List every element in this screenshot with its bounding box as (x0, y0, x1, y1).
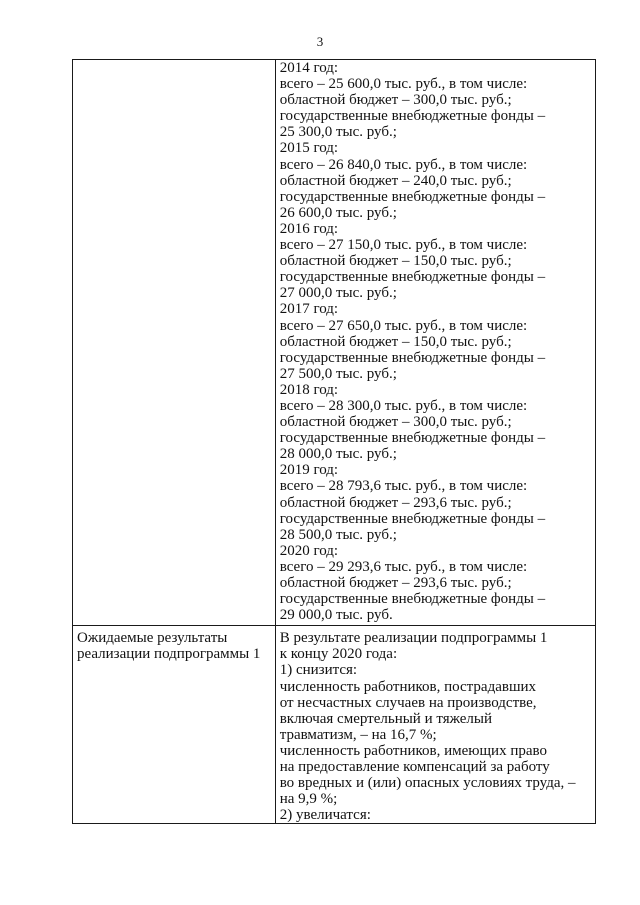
cell-text-line: во вредных и (или) опасных условиях труда, – (279, 775, 576, 792)
cell-text-line: областной бюджет – 150,0 тыс. руб.; (279, 333, 512, 350)
cell-text-line: 27 000,0 тыс. руб.; (279, 285, 397, 302)
cell-text-line: 2) увеличатся: (279, 807, 371, 824)
cell-text-line: на предоставление компенсаций за работу (279, 759, 550, 776)
cell-text-line: областной бюджет – 293,6 тыс. руб.; (279, 575, 512, 591)
cell-text-line: 27 500,0 тыс. руб.; (279, 365, 397, 382)
cell-text-line: 2015 год: (279, 140, 339, 157)
cell-text-line: численность работников, имеющих право (279, 742, 547, 759)
cell-text-line: 2019 год: (279, 462, 339, 479)
table-cell-funding-label (73, 60, 276, 626)
cell-text-line: государственные внебюджетные фонды – (279, 269, 546, 286)
cell-text-line: к концу 2020 года: (279, 646, 398, 663)
cell-text-line: государственные внебюджетные фонды – (279, 108, 546, 125)
cell-text-line: областной бюджет – 240,0 тыс. руб.; (279, 172, 512, 189)
cell-text-line: всего – 27 150,0 тыс. руб., в том числе: (279, 237, 528, 254)
cell-text-line: государственные внебюджетные фонды – (279, 349, 546, 366)
cell-text-line: В результате реализации подпрограммы 1 (279, 630, 548, 647)
cell-text-line: от несчастных случаев на производстве, (279, 694, 537, 711)
cell-text-line: областной бюджет – 300,0 тыс. руб.; (279, 414, 512, 431)
cell-text-line: реализации подпрограммы 1 (77, 646, 261, 663)
cell-text-line: 2016 год: (279, 220, 339, 237)
cell-text-line: 2017 год: (279, 301, 339, 318)
cell-text-line: 2018 год: (279, 381, 339, 398)
cell-text-line: областной бюджет – 293,6 тыс. руб.; (279, 494, 512, 511)
cell-text-line: 2020 год: (279, 542, 339, 559)
cell-text-line: государственные внебюджетные фонды – (279, 510, 546, 527)
page-number: 3 (316, 34, 324, 49)
cell-text-line: всего – 25 600,0 тыс. руб., в том числе: (279, 76, 528, 93)
table-cell-expected-results-value (275, 626, 595, 824)
cell-text-line: травматизм, – на 16,7 %; (279, 726, 437, 743)
cell-text-line: 28 000,0 тыс. руб.; (279, 446, 397, 463)
cell-text-line: всего – 27 650,0 тыс. руб., в том числе: (279, 317, 528, 334)
cell-text-line: областной бюджет – 300,0 тыс. руб.; (279, 92, 512, 109)
cell-text-line: численность работников, пострадавших (279, 678, 537, 695)
table-row-funding (73, 60, 596, 626)
cell-text-line: включая смертельный и тяжелый (279, 710, 493, 727)
cell-text-line: областной бюджет – 150,0 тыс. руб.; (279, 253, 512, 270)
cell-text-line: всего – 28 300,0 тыс. руб., в том числе: (279, 397, 528, 414)
cell-text-line: всего – 29 293,6 тыс. руб., в том числе: (279, 558, 528, 575)
cell-text-line: 1) снизится: (279, 662, 358, 679)
cell-text-line: 29 000,0 тыс. руб. (279, 607, 393, 624)
table-cell-expected-results-label (73, 626, 276, 824)
cell-text-line: 28 500,0 тыс. руб.; (279, 526, 397, 543)
cell-text-line: всего – 28 793,6 тыс. руб., в том числе: (279, 478, 528, 495)
cell-text-line: 2014 год: (279, 60, 339, 76)
cell-text-line: Ожидаемые результаты (77, 630, 228, 647)
program-table (72, 59, 596, 824)
cell-text-line: всего – 26 840,0 тыс. руб., в том числе: (279, 156, 528, 173)
cell-text-line: 26 600,0 тыс. руб.; (279, 204, 397, 221)
cell-text-line: 25 300,0 тыс. руб.; (279, 124, 397, 141)
cell-text-line: государственные внебюджетные фонды – (279, 591, 546, 608)
cell-text-line: государственные внебюджетные фонды – (279, 430, 546, 447)
table-row-expected-results (73, 626, 596, 824)
table-cell-funding-value (275, 60, 595, 626)
cell-text-line: на 9,9 %; (279, 791, 338, 808)
cell-text-line: государственные внебюджетные фонды – (279, 188, 546, 205)
